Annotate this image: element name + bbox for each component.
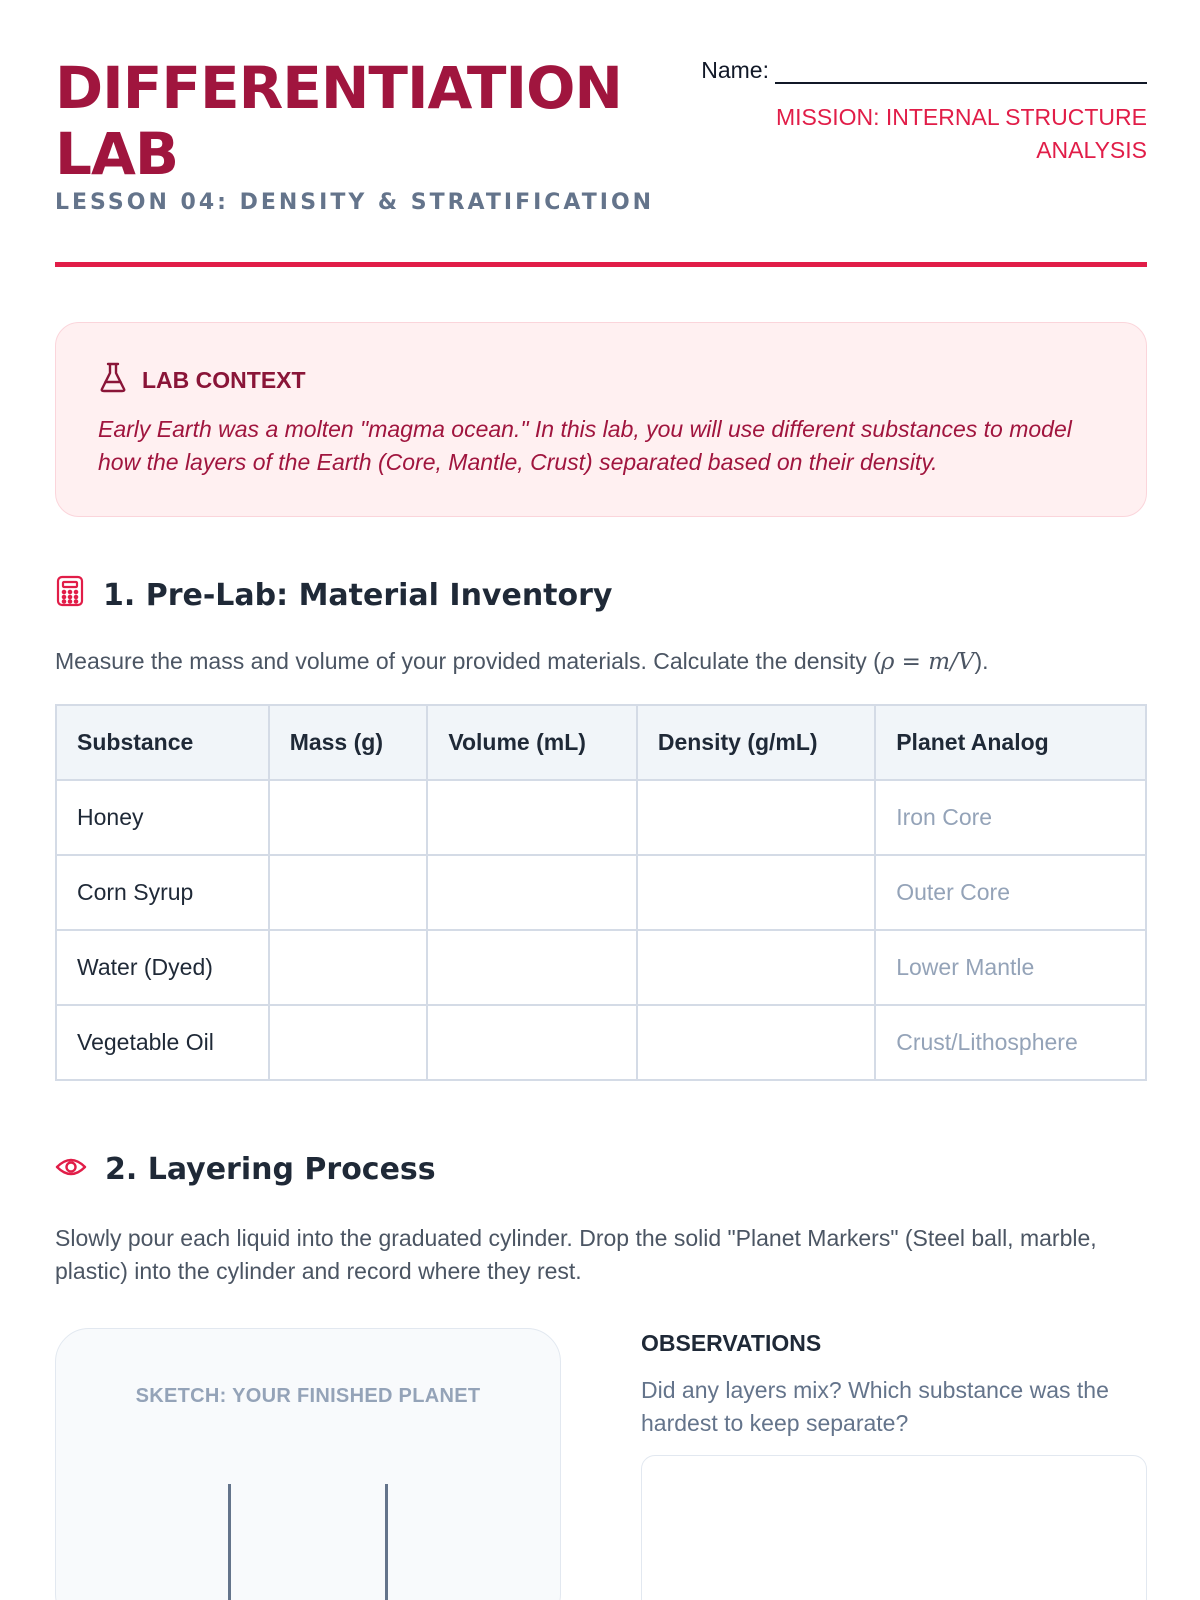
name-field-row (701, 57, 1147, 84)
table-row (56, 780, 1146, 855)
substance-cell: Water (Dyed) (56, 930, 269, 1005)
column-header: Planet Analog (875, 705, 1146, 780)
context-heading (98, 361, 1104, 399)
density-input-cell[interactable] (637, 930, 875, 1005)
table-row (56, 1005, 1146, 1080)
substance-cell: Honey (56, 780, 269, 855)
cylinder-left-wall (228, 1484, 231, 1600)
density-input-cell[interactable] (637, 855, 875, 930)
column-header: Mass (g) (269, 705, 428, 780)
lab-context-box (55, 322, 1147, 517)
planet-analog-cell: Crust/Lithosphere (875, 1005, 1146, 1080)
volume-input-cell[interactable] (427, 930, 637, 1005)
observations-title: OBSERVATIONS (641, 1330, 822, 1356)
sketch-area[interactable] (55, 1328, 561, 1600)
table-row (56, 930, 1146, 1005)
sketch-label: SKETCH: YOUR FINISHED PLANET (135, 1385, 481, 1407)
context-text: Early Earth was a molten "magma ocean." In this lab, you will use different substances to model how the layers of the Earth (Core, Mantle, Crust) separated based on their density. (98, 416, 1072, 475)
table-row (56, 855, 1146, 930)
planet-analog-cell: Iron Core (875, 780, 1146, 855)
material-inventory-table (55, 704, 1147, 1081)
volume-input-cell[interactable] (427, 1005, 637, 1080)
mass-input-cell[interactable] (269, 1005, 428, 1080)
density-formula: ρ = m/V (880, 649, 975, 675)
density-input-cell[interactable] (637, 1005, 875, 1080)
mass-input-cell[interactable] (269, 855, 428, 930)
header-divider (55, 262, 1147, 267)
name-label: Name: (701, 57, 769, 83)
section-2-title-text: 2. Layering Process (105, 1152, 436, 1187)
section-1-title-text: 1. Pre-Lab: Material Inventory (103, 577, 613, 613)
volume-input-cell[interactable] (427, 855, 637, 930)
instructions-text: Measure the mass and volume of your provided materials. Calculate the density ( (55, 648, 881, 674)
context-heading-text: LAB CONTEXT (142, 366, 306, 393)
table-header-row (56, 705, 1146, 780)
column-header: Density (g/mL) (637, 705, 875, 780)
observations-question: Did any layers mix? Which substance was the hardest to keep separate? (641, 1377, 1109, 1436)
observations-answer-box[interactable] (641, 1455, 1147, 1600)
calculator-icon (55, 575, 85, 615)
worksheet-header (55, 55, 1147, 215)
planet-analog-cell: Lower Mantle (875, 930, 1146, 1005)
mission-label: MISSION: INTERNAL STRUCTURE ANALYSIS (775, 104, 1147, 163)
density-input-cell[interactable] (637, 780, 875, 855)
instructions-end: ). (974, 648, 989, 674)
page-title: DIFFERENTIATION LAB (55, 54, 622, 188)
eye-icon (55, 1152, 87, 1187)
column-header: Substance (56, 705, 269, 780)
flask-icon (98, 361, 128, 399)
section-2-instructions: Slowly pour each liquid into the graduated cylinder. Drop the solid "Planet Markers" (Steel ball, marble, plastic) into the cylinder and record where they rest. (55, 1225, 1097, 1284)
substance-cell: Vegetable Oil (56, 1005, 269, 1080)
section-1-title (55, 575, 613, 615)
section-2-title (55, 1152, 436, 1187)
mass-input-cell[interactable] (269, 930, 428, 1005)
mass-input-cell[interactable] (269, 780, 428, 855)
volume-input-cell[interactable] (427, 780, 637, 855)
column-header: Volume (mL) (427, 705, 637, 780)
substance-cell: Corn Syrup (56, 855, 269, 930)
name-line[interactable] (775, 60, 1147, 84)
lesson-subtitle: LESSON 04: DENSITY & STRATIFICATION (55, 190, 655, 215)
planet-analog-cell: Outer Core (875, 855, 1146, 930)
section-1-instructions (55, 645, 1147, 679)
cylinder-right-wall (385, 1484, 388, 1600)
